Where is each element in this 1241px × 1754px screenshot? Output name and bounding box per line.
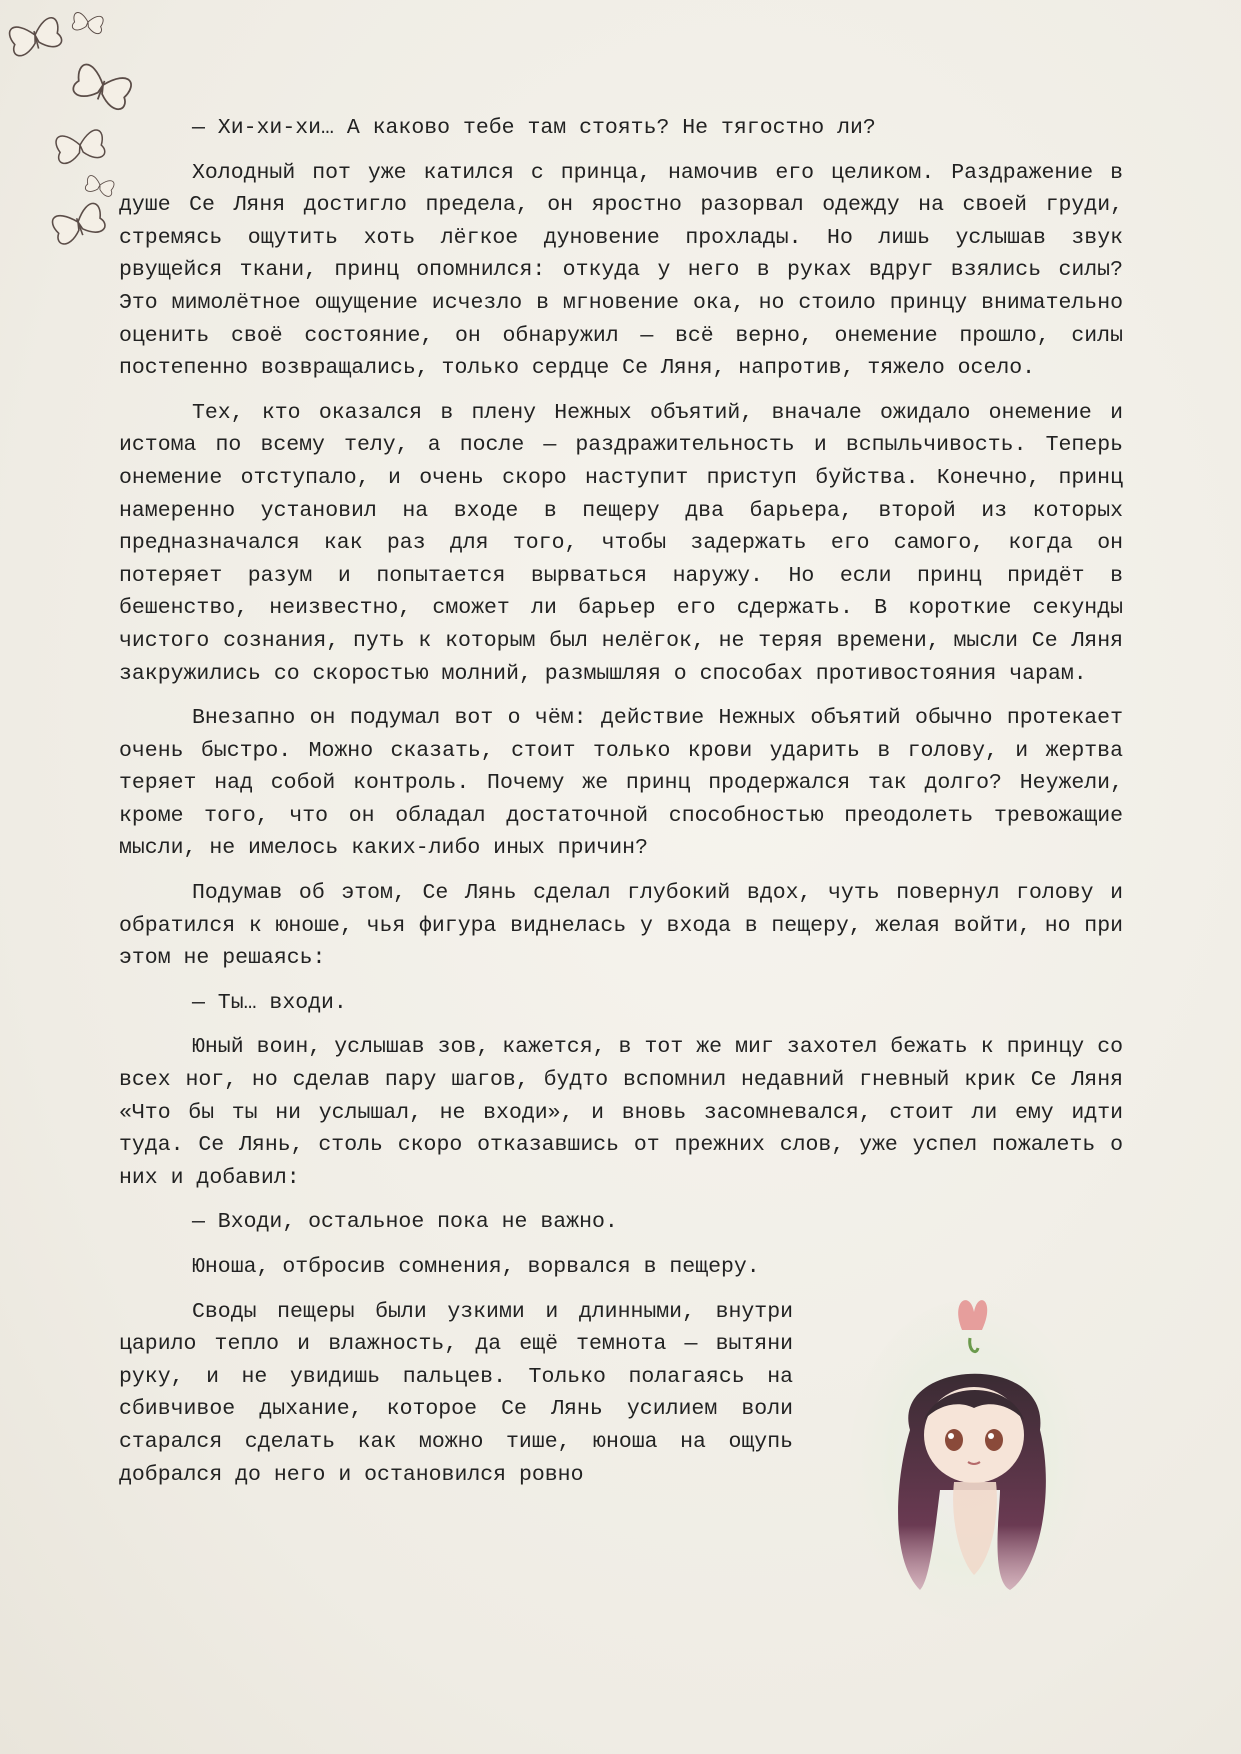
- butterfly-icon: [72, 12, 104, 34]
- paragraph: Тех, кто оказался в плену Нежных объятий, вначале ожидало онемение и истома по всему телу, а после — раздражительность и вспыльчивость. Теперь онемение отступало, и очень скоро наступит приступ буйства. Конечно, принц намеренно установил на входе в пещеру два барьера, второй из которых предназначался как раз для того, чтобы задержать его самого, когда он потеряет разум и попытается вырваться наружу. Но если принц придёт в бешенство, неизвестно, сможет ли барьер его сдержать. В короткие секунды чистого сознания, путь к которым был нелёгок, не теряя времени, мысли Се Ляня закружились со скоростью молний, размышляя о способах противостояния чарам.: [119, 400, 1123, 686]
- butterfly-icon: [55, 129, 106, 164]
- paragraph: — Входи, остальное пока не важно.: [192, 1210, 618, 1235]
- butterfly-icon: [8, 16, 63, 57]
- paragraph: — Ты… входи.: [192, 990, 347, 1015]
- paragraph: — Хи-хи-хи… А каково тебе там стоять? Не тягостно ли?: [192, 116, 876, 140]
- butterfly-icon: [71, 63, 133, 112]
- butterfly-icon: [85, 175, 115, 197]
- paragraph: Своды пещеры были узкими и длинными, внутри царило тепло и влажность, да ещё темнота — вытяни руку, и не увидишь пальцев. Только полагаясь на сбивчивое дыхание, которое Се Лянь усилием воли старался сделать как можно тише, юноша на ощупь добрался до него и остановился ровно: [119, 1299, 793, 1487]
- paragraph: Подумав об этом, Се Лянь сделал глубокий вдох, чуть повернул голову и обратился к юноше, чья фигура виднелась у входа в пещеру, желая войти, но при этом не решаясь:: [119, 881, 1123, 971]
- paragraph: Юный воин, услышав зов, кажется, в тот же миг захотел бежать к принцу со всех ног, но сделав пару шагов, будто вспомнил недавний гневный крик Се Ляня «Что бы ты ни услышал, не входи», и вновь засомневался, стоит ли ему идти туда. Се Лянь, столь скоро отказавшись от прежних слов, уже успел пожалеть о них и добавил:: [119, 1035, 1123, 1190]
- butterfly-icon: [51, 202, 107, 246]
- paragraph: Внезапно он подумал вот о чём: действие Нежных объятий обычно протекает очень быстро. Можно сказать, стоит только крови ударить в голову, и жертва теряет над собой контроль. Почему же принц продержался так долго? Неужели, кроме того, что он обладал достаточной способностью преодолеть тревожащие мысли, не имелось каких-либо иных причин?: [119, 706, 1123, 861]
- paragraph: Холодный пот уже катился с принца, намочив его целиком. Раздражение в душе Се Ляня достигло предела, он яростно разорвал одежду на своей груди, стремясь ощутить хоть лёгкое дуновение прохлады. Но лишь услышав звук рвущейся ткани, принц опомнился: откуда у него в руках вдруг взялись силы? Это мимолётное ощущение исчезло в мгновение ока, но стоило принцу внимательно оценить своё состояние, он обнаружил — всё верно, онемение прошло, силы постепенно возвращались, только сердце Се Ляня, напротив, тяжело осело.: [119, 160, 1123, 381]
- chibi-character-illustration: [850, 1290, 1090, 1620]
- paragraph: Юноша, отбросив сомнения, ворвался в пещеру.: [192, 1255, 760, 1279]
